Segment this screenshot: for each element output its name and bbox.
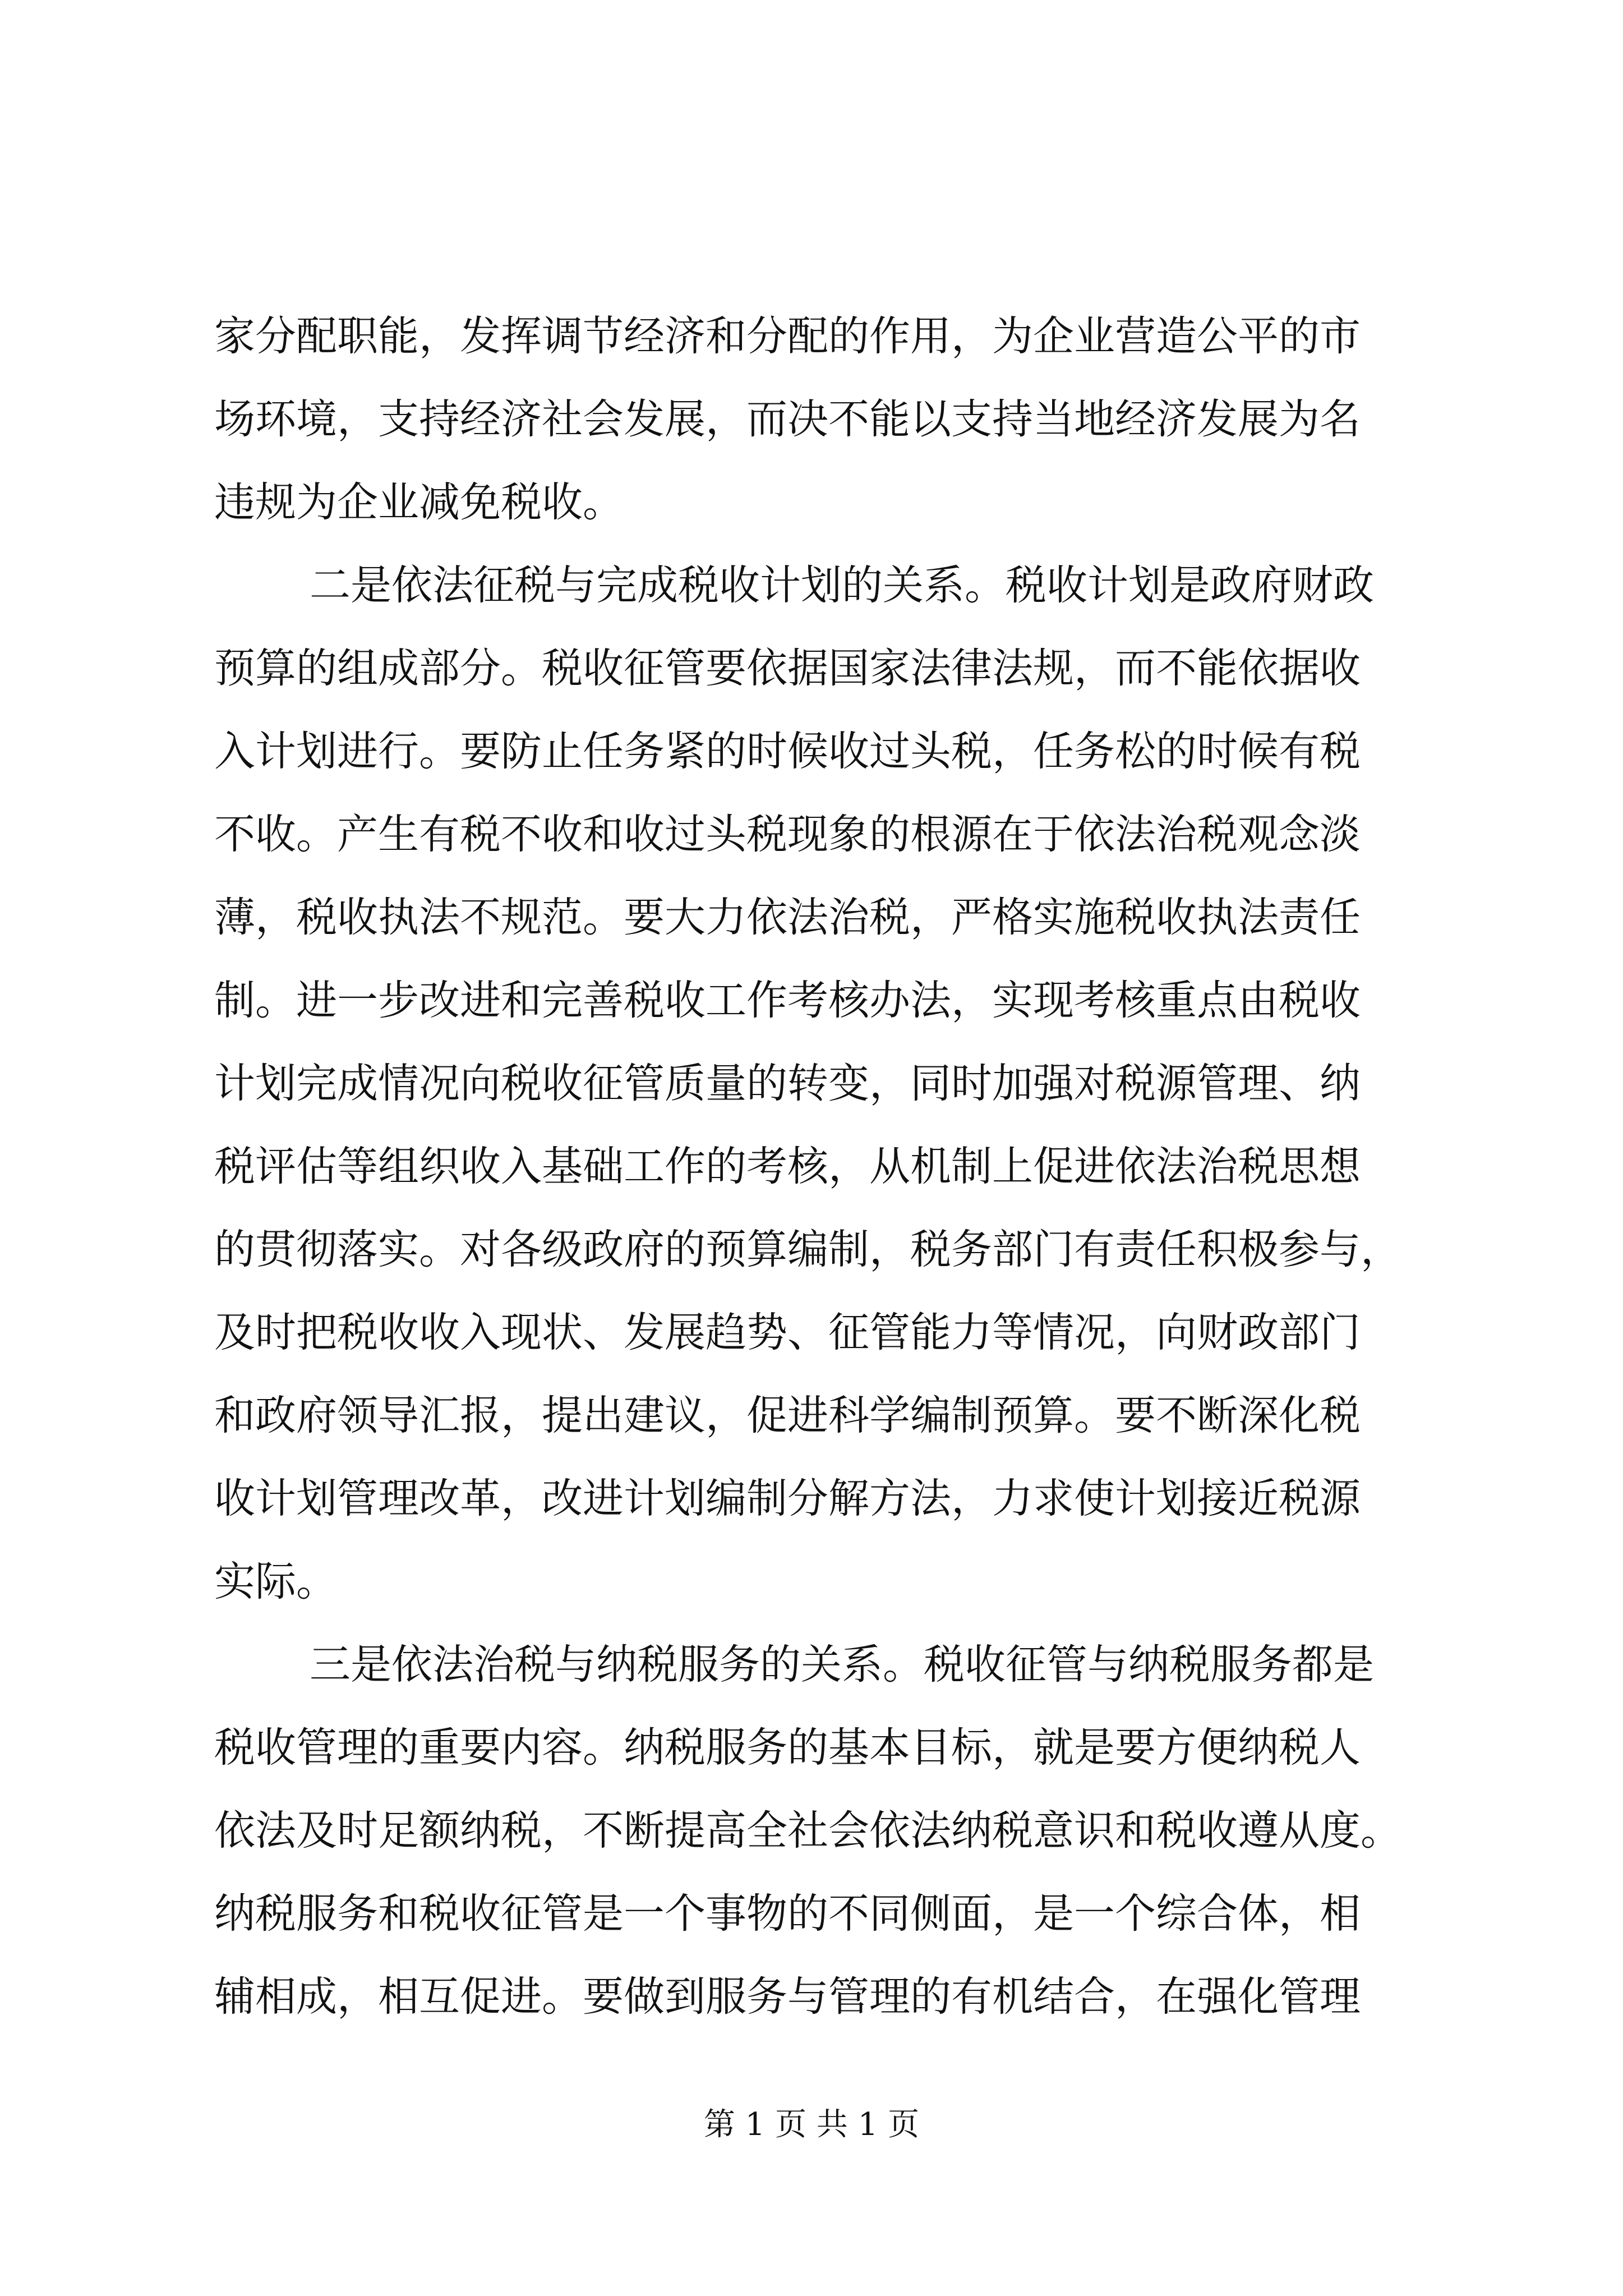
text-line: 税评估等组织收入基础工作的考核，从机制上促进依法治税思想	[214, 1143, 1361, 1190]
text-line: 及时把税收收入现状、发展趋势、征管能力等情况，向财政部门	[214, 1309, 1361, 1356]
text-line: 收计划管理改革，改进计划编制分解方法，力求使计划接近税源	[214, 1475, 1361, 1522]
text-line: 薄，税收执法不规范。要大力依法治税，严格实施税收执法责任	[214, 894, 1361, 941]
text-line: 纳税服务和税收征管是一个事物的不同侧面，是一个综合体，相	[214, 1890, 1361, 1938]
text-line: 不收。产生有税不收和收过头税现象的根源在于依法治税观念淡	[214, 811, 1361, 858]
page-footer: 第 1 页 共 1 页	[703, 2106, 920, 2143]
text-line: 入计划进行。要防止任务紧的时候收过头税，任务松的时候有税	[214, 728, 1361, 775]
paragraph-start-line: 三是依法治税与纳税服务的关系。税收征管与纳税服务都是	[310, 1641, 1374, 1688]
text-line: 依法及时足额纳税，不断提高全社会依法纳税意识和税收遵从度。	[214, 1807, 1401, 1855]
text-line: 和政府领导汇报，提出建议，促进科学编制预算。要不断深化税	[214, 1392, 1361, 1439]
text-line: 计划完成情况向税收征管质量的转变，同时加强对税源管理、纳	[214, 1060, 1361, 1107]
text-line: 辅相成，相互促进。要做到服务与管理的有机结合，在强化管理	[214, 1973, 1361, 2021]
text-line: 家分配职能，发挥调节经济和分配的作用，为企业营造公平的市	[214, 312, 1361, 360]
text-line: 预算的组成部分。税收征管要依据国家法律法规，而不能依据收	[214, 645, 1361, 692]
paragraph-start-line: 二是依法征税与完成税收计划的关系。税收计划是政府财政	[310, 562, 1374, 609]
text-line: 违规为企业减免税收。	[214, 478, 624, 526]
text-line: 实际。	[214, 1558, 337, 1605]
text-line: 制。进一步改进和完善税收工作考核办法，实现考核重点由税收	[214, 977, 1361, 1024]
text-line: 场环境，支持经济社会发展，而决不能以支持当地经济发展为名	[214, 395, 1361, 443]
text-line: 税收管理的重要内容。纳税服务的基本目标，就是要方便纳税人	[214, 1724, 1361, 1772]
text-line: 的贯彻落实。对各级政府的预算编制，税务部门有责任积极参与，	[214, 1226, 1401, 1273]
